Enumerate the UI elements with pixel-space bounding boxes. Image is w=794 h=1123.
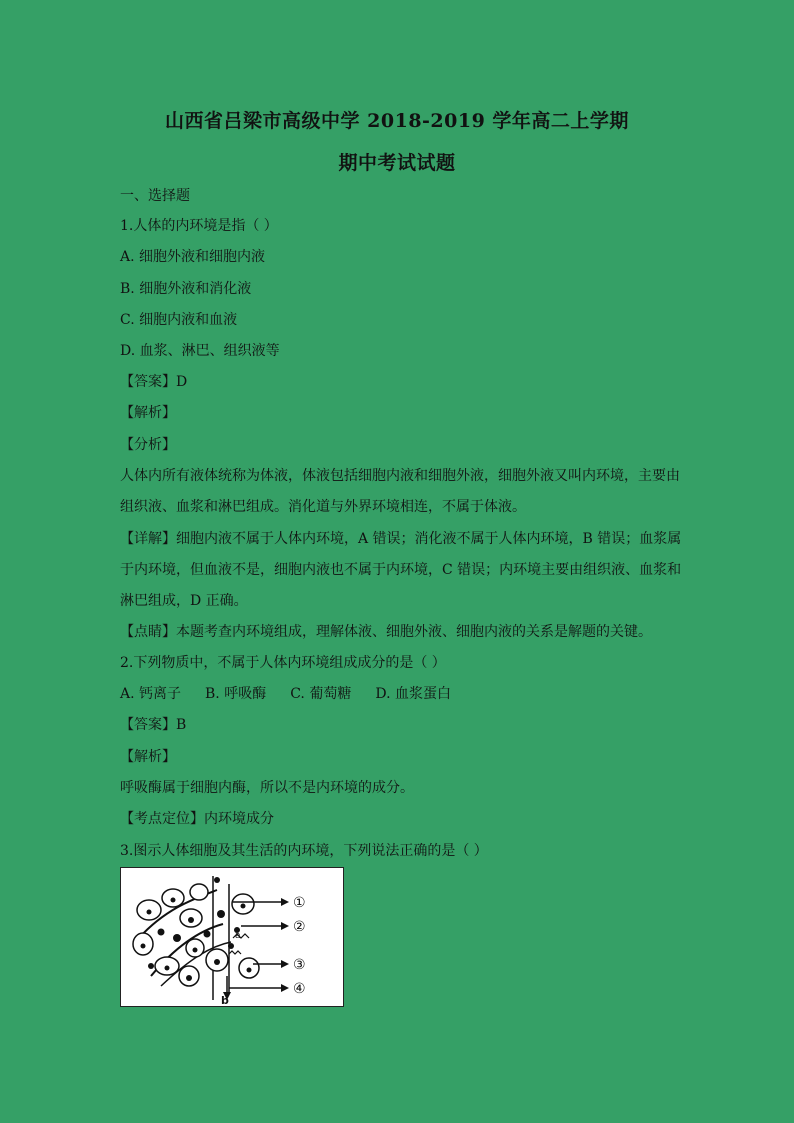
q2-answer: 【答案】B — [120, 717, 187, 733]
q2-jiexi: 【解析】 — [120, 749, 176, 765]
q2-option-d: D. 血浆蛋白 — [375, 686, 451, 702]
q3-diagram — [120, 867, 344, 1007]
q1-option-c: C. 细胞内液和血液 — [120, 312, 238, 328]
q2-kaodian: 【考点定位】内环境成分 — [120, 811, 274, 827]
q2-explanation: 呼吸酶属于细胞内酶，所以不是内环境的成分。 — [120, 780, 414, 796]
q1-stem: 1.人体的内环境是指（ ） — [120, 218, 278, 234]
q1-detail-line1: 【详解】细胞内液不属于人体内环境，A 错误；消化液不属于人体内环境，B 错误；血浆属 — [120, 531, 682, 547]
q1-detail-line2: 于内环境，但血液不是，细胞内液也不属于内环境，C 错误；内环境主要由组织液、血浆和 — [120, 562, 682, 578]
q1-jiexi: 【解析】 — [120, 405, 176, 421]
cell-environment-diagram — [121, 868, 343, 1006]
document-subtitle: 期中考试试题 — [338, 152, 456, 174]
section-heading: 一、选择题 — [120, 188, 190, 204]
q3-stem: 3.图示人体细胞及其生活的内环境，下列说法正确的是（ ） — [120, 843, 488, 859]
figure-label-3: ③ — [293, 957, 306, 973]
q2-option-b: B. 呼吸酶 — [205, 686, 267, 702]
q1-detail-line3: 淋巴组成，D 正确。 — [120, 593, 248, 609]
figure-label-a: a — [235, 931, 241, 941]
q1-answer: 【答案】D — [120, 374, 188, 390]
q1-fenxi: 【分析】 — [120, 437, 176, 453]
q2-options-row — [120, 684, 680, 704]
q2-stem: 2.下列物质中，不属于人体内环境组成成分的是（ ） — [120, 655, 446, 671]
q2-option-a: A. 钙离子 — [120, 686, 182, 702]
document-title: 山西省吕梁市高级中学 2018-2019 学年高二上学期 — [165, 110, 629, 132]
q1-analysis-line1: 人体内所有液体统称为体液，体液包括细胞内液和细胞外液，细胞外液又叫内环境，主要由 — [120, 468, 680, 484]
q1-option-b: B. 细胞外液和消化液 — [120, 281, 252, 297]
q1-point: 【点睛】本题考查内环境组成，理解体液、细胞外液、细胞内液的关系是解题的关键。 — [120, 624, 652, 640]
figure-label-b: b — [221, 994, 229, 1006]
figure-label-2: ② — [293, 919, 306, 935]
q1-option-a: A. 细胞外液和细胞内液 — [120, 249, 266, 265]
q1-option-d: D. 血浆、淋巴、组织液等 — [120, 343, 280, 359]
q1-analysis-line2: 组织液、血浆和淋巴组成。消化道与外界环境相连，不属于体液。 — [120, 499, 526, 515]
figure-label-4: ④ — [293, 981, 306, 997]
q2-option-c: C. 葡萄糖 — [290, 686, 352, 702]
figure-label-1: ① — [293, 895, 306, 911]
